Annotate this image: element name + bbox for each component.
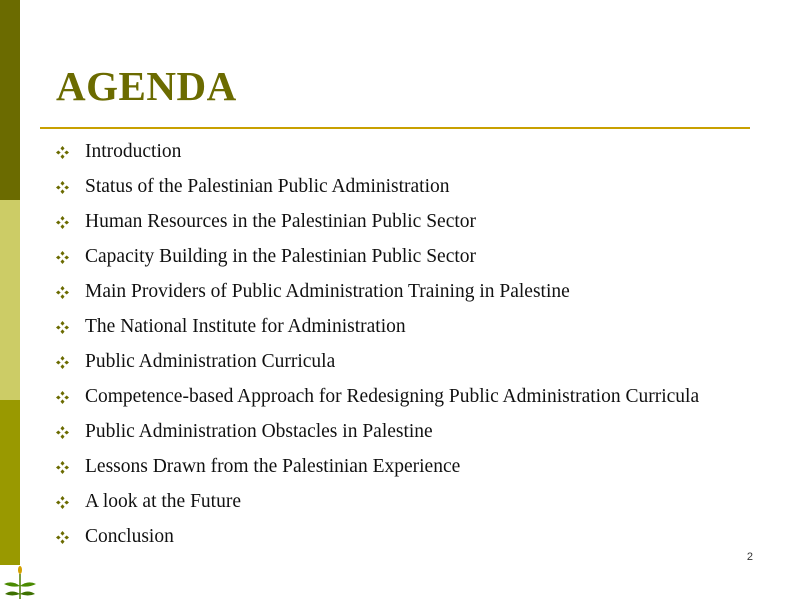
agenda-item bbox=[56, 242, 736, 271]
four-diamond-bullet-icon bbox=[56, 356, 69, 369]
agenda-item bbox=[56, 312, 736, 341]
agenda-item bbox=[56, 452, 736, 481]
agenda-item-text: Conclusion bbox=[85, 526, 174, 547]
agenda-item-text: The National Institute for Administration bbox=[85, 316, 406, 337]
four-diamond-bullet-icon bbox=[56, 181, 69, 194]
agenda-item bbox=[56, 522, 736, 551]
four-diamond-bullet-icon bbox=[56, 461, 69, 474]
agenda-item-text: Human Resources in the Palestinian Public Sector bbox=[85, 211, 477, 232]
agenda-item-text: Status of the Palestinian Public Administration bbox=[85, 176, 450, 197]
four-diamond-bullet-icon bbox=[56, 146, 69, 159]
title-divider bbox=[40, 127, 750, 129]
agenda-item-text: Main Providers of Public Administration Training in Palestine bbox=[85, 281, 570, 302]
four-diamond-bullet-icon bbox=[56, 496, 69, 509]
agenda-item-text: Introduction bbox=[85, 141, 182, 162]
page-number: 2 bbox=[746, 551, 753, 563]
agenda-item-text: Competence-based Approach for Redesigning Public Administration Curricula bbox=[85, 386, 700, 407]
agenda-item bbox=[56, 137, 736, 166]
four-diamond-bullet-icon bbox=[56, 426, 69, 439]
agenda-item-text: Public Administration Obstacles in Palestine bbox=[85, 421, 433, 442]
agenda-item bbox=[56, 207, 736, 236]
sidebar-segment-bottom bbox=[0, 400, 20, 565]
four-diamond-bullet-icon bbox=[56, 321, 69, 334]
leaf-sprout-logo-icon bbox=[2, 566, 38, 600]
agenda-item-text: Public Administration Curricula bbox=[85, 351, 336, 372]
agenda-item-text: Capacity Building in the Palestinian Public Sector bbox=[85, 246, 477, 267]
slide-title: AGENDA bbox=[56, 63, 237, 109]
agenda-item bbox=[56, 417, 736, 446]
agenda-item bbox=[56, 382, 736, 411]
four-diamond-bullet-icon bbox=[56, 531, 69, 544]
agenda-list bbox=[56, 137, 736, 557]
sidebar-color-bar bbox=[0, 0, 20, 600]
agenda-item bbox=[56, 347, 736, 376]
four-diamond-bullet-icon bbox=[56, 216, 69, 229]
agenda-item bbox=[56, 487, 736, 516]
sidebar-segment-middle bbox=[0, 200, 20, 400]
sidebar-segment-top bbox=[0, 0, 20, 200]
agenda-item bbox=[56, 277, 736, 306]
agenda-item-text: Lessons Drawn from the Palestinian Experience bbox=[85, 456, 461, 477]
agenda-item bbox=[56, 172, 736, 201]
four-diamond-bullet-icon bbox=[56, 286, 69, 299]
four-diamond-bullet-icon bbox=[56, 391, 69, 404]
four-diamond-bullet-icon bbox=[56, 251, 69, 264]
agenda-item-text: A look at the Future bbox=[85, 491, 241, 512]
